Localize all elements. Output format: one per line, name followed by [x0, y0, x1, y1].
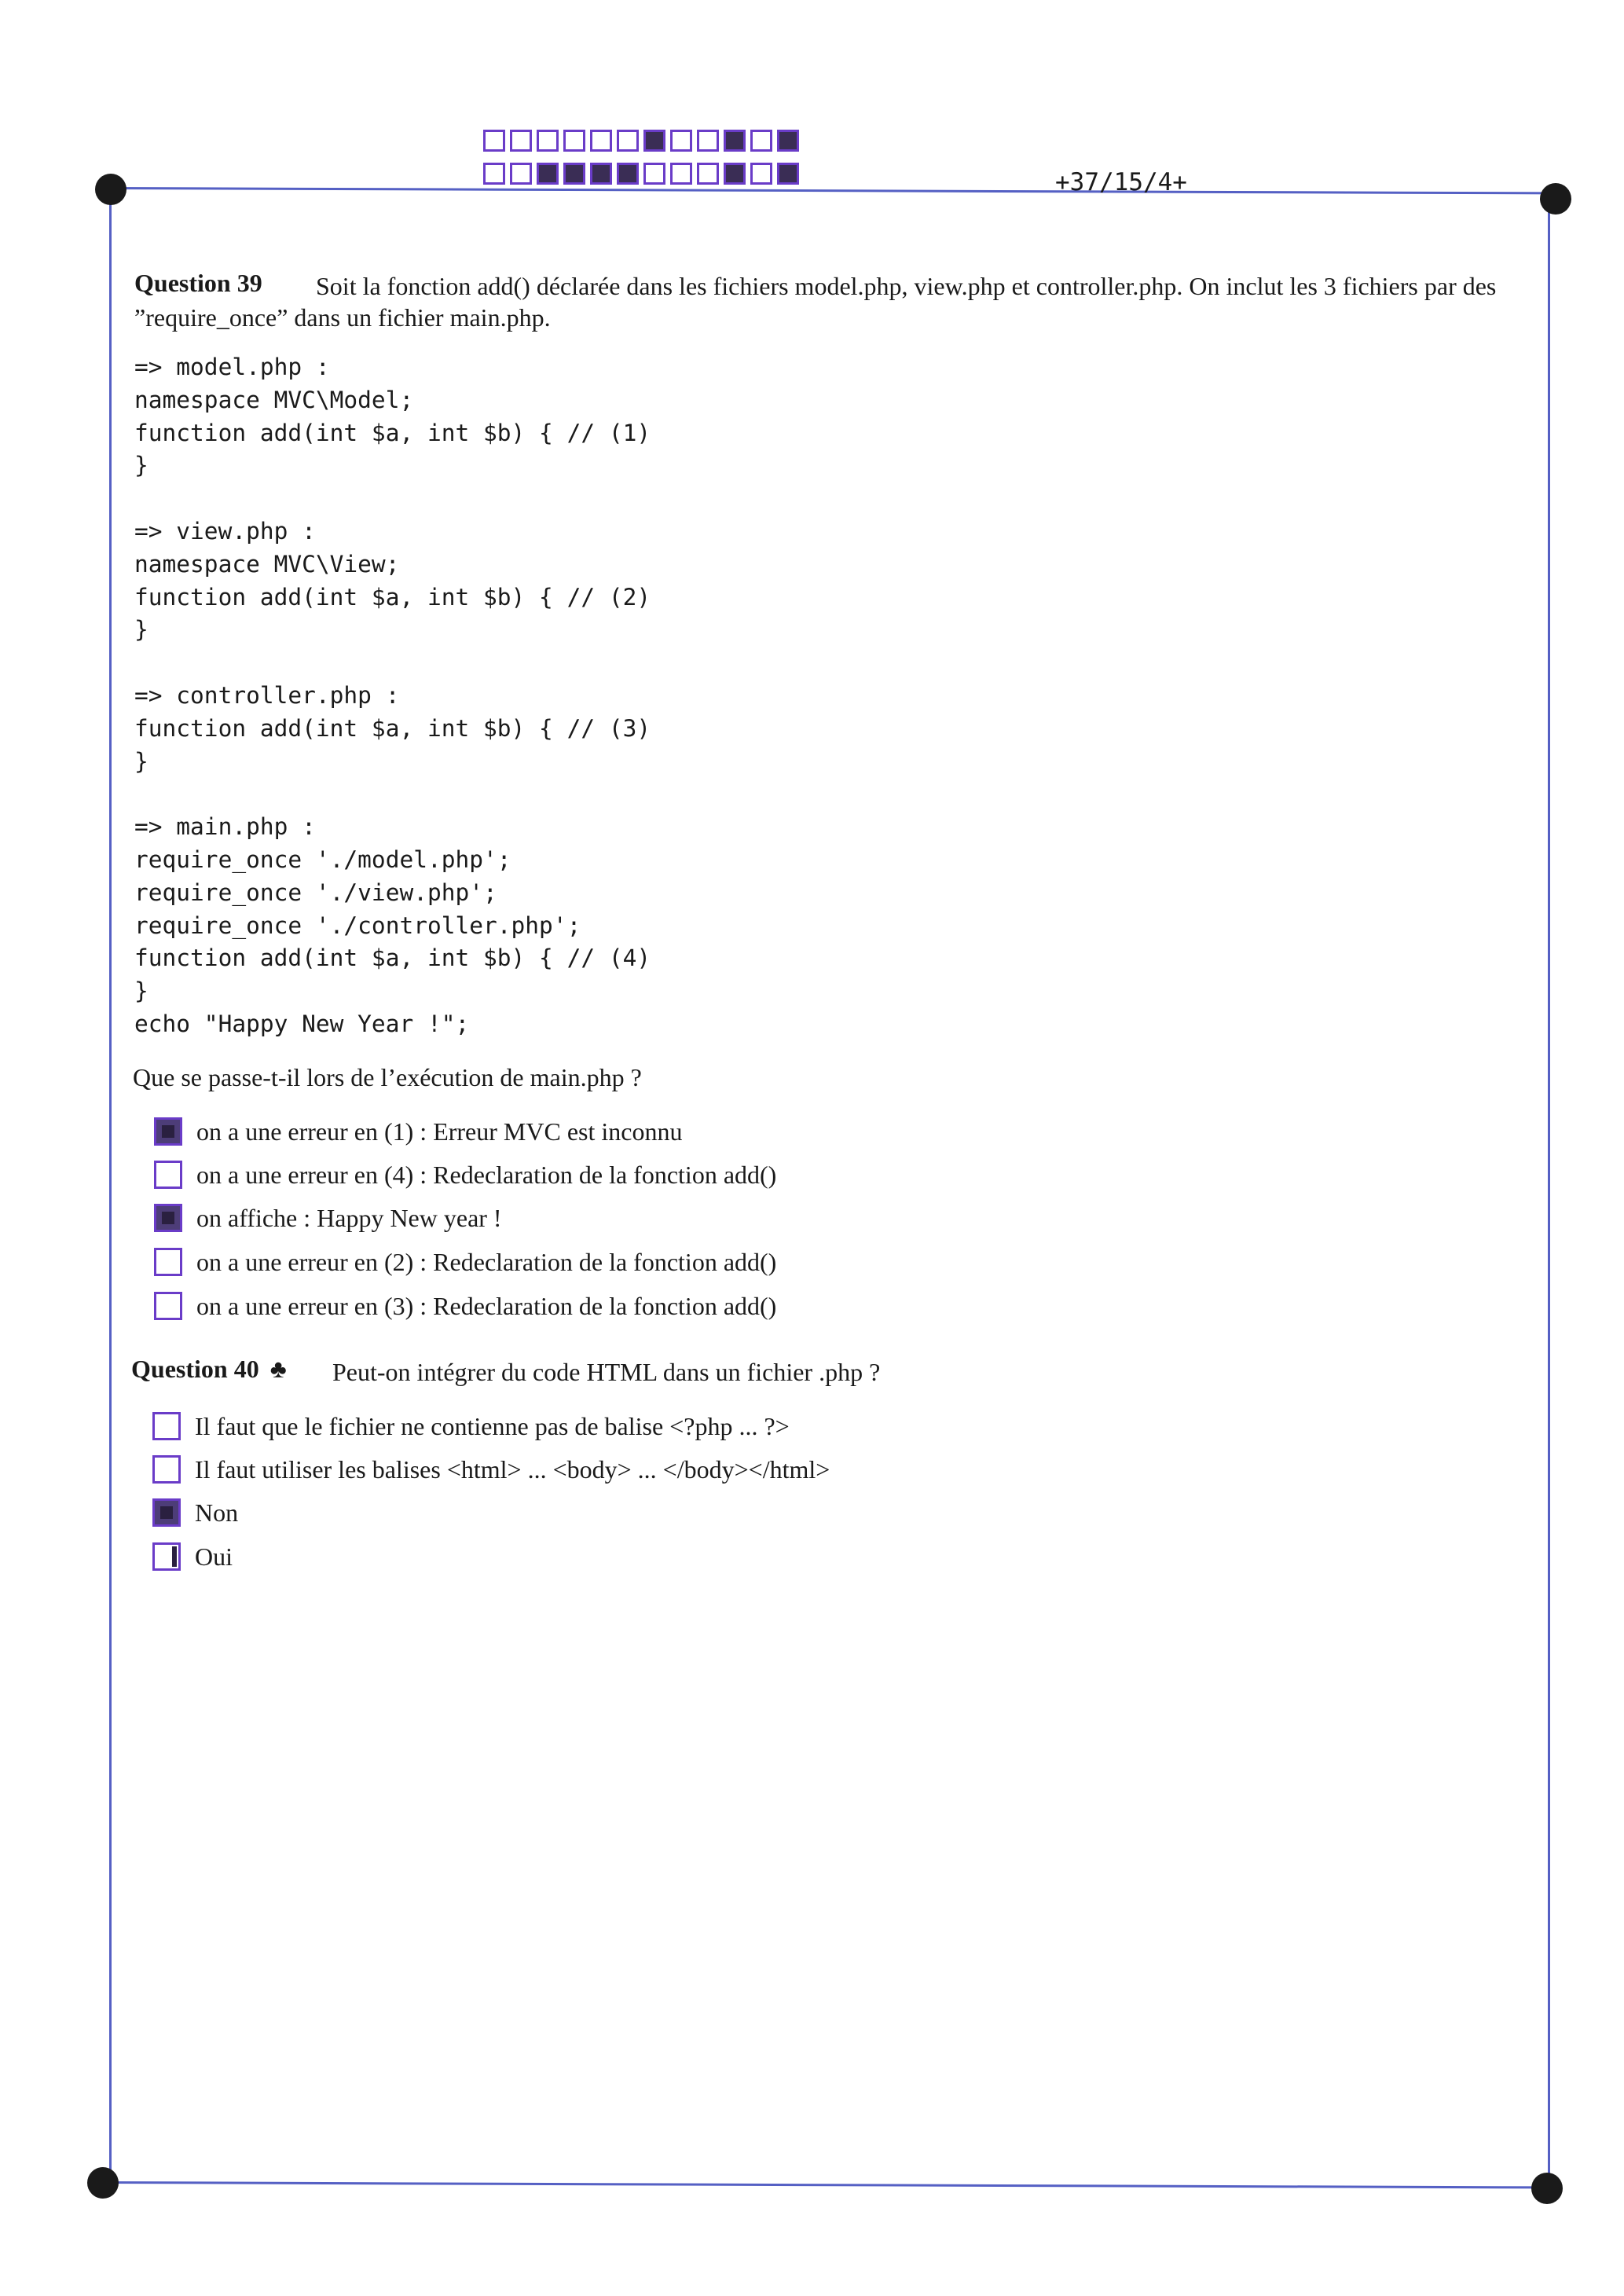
question-40-text: Peut-on intégrer du code HTML dans un fichier .php ?	[332, 1358, 881, 1386]
code-box	[750, 130, 772, 152]
frame-right-line	[1548, 196, 1550, 2184]
corner-dot-bottom-left	[87, 2167, 119, 2199]
question-39-label: Question 39	[134, 269, 262, 297]
checkbox[interactable]	[154, 1161, 182, 1189]
option-label: on a une erreur en (2) : Redeclaration de la fonction add()	[196, 1248, 777, 1276]
code-box	[563, 130, 585, 152]
question-39-option-1[interactable]	[154, 1116, 682, 1147]
code-box	[697, 163, 719, 185]
checkbox[interactable]	[152, 1542, 181, 1571]
question-40-option-2[interactable]	[152, 1454, 830, 1485]
option-label: on affiche : Happy New year !	[196, 1204, 502, 1232]
code-box	[563, 163, 585, 185]
code-box	[750, 163, 772, 185]
question-39-option-2[interactable]	[154, 1159, 776, 1190]
question-39-option-4[interactable]	[154, 1246, 776, 1278]
option-label: Il faut que le fichier ne contienne pas de balise <?php ... ?>	[195, 1412, 790, 1440]
code-box	[617, 130, 639, 152]
code-box	[777, 130, 799, 152]
question-40-label: Question 40	[131, 1355, 259, 1383]
code-box	[590, 163, 612, 185]
code-box	[777, 163, 799, 185]
page-code-row-2	[483, 163, 799, 185]
corner-dot-top-left	[95, 174, 126, 205]
question-39-prompt: Que se passe-t-il lors de l’exécution de main.php ?	[133, 1063, 642, 1091]
question-39-text: Soit la fonction add() déclarée dans les fichiers model.php, view.php et controller.php. On inclut les 3 fichiers par des ”require_once” dans un fichier main.php.	[134, 272, 1497, 332]
club-icon: ♣	[269, 1355, 287, 1383]
question-40-option-4[interactable]	[152, 1541, 233, 1572]
option-label: on a une erreur en (4) : Redeclaration de la fonction add()	[196, 1161, 777, 1189]
checkbox[interactable]	[152, 1498, 181, 1527]
code-box	[617, 163, 639, 185]
question-40-option-3[interactable]	[152, 1497, 238, 1528]
code-box	[483, 130, 505, 152]
code-box	[643, 130, 665, 152]
code-box	[670, 130, 692, 152]
question-40-option-1[interactable]	[152, 1410, 790, 1442]
code-box	[537, 130, 559, 152]
code-box	[724, 130, 746, 152]
question-39-option-5[interactable]	[154, 1290, 776, 1322]
code-box	[590, 130, 612, 152]
corner-dot-bottom-right	[1531, 2173, 1563, 2204]
question-39-option-3[interactable]	[154, 1202, 502, 1234]
checkbox[interactable]	[154, 1204, 182, 1232]
checkbox[interactable]	[154, 1248, 182, 1276]
option-label: Non	[195, 1498, 239, 1527]
code-box	[724, 163, 746, 185]
code-box	[643, 163, 665, 185]
checkbox[interactable]	[154, 1292, 182, 1320]
frame-left-line	[109, 189, 112, 2183]
code-box	[510, 130, 532, 152]
checkbox[interactable]	[152, 1412, 181, 1440]
page-code-row-1	[483, 130, 799, 152]
code-box	[697, 130, 719, 152]
code-box	[483, 163, 505, 185]
option-label: Il faut utiliser les balises <html> ... <body> ... </body></html>	[195, 1455, 830, 1484]
question-39-code: => model.php : namespace MVC\Model; function add(int $a, int $b) { // (1) } => view.php : namespace MVC\View; function add(int $a, int $b) { // (2) } => controller.php : function add(int $a, int $b) { // (3) } => main.php : require_once './model.php'; require_once './view.php'; require_once './controller.php'; function add(int $a, int $b) { // (4) } echo "Happy New Year !";	[134, 354, 651, 1037]
frame-top-line	[110, 187, 1554, 194]
option-label: on a une erreur en (3) : Redeclaration de la fonction add()	[196, 1292, 777, 1320]
checkbox[interactable]	[154, 1117, 182, 1146]
option-label: Oui	[195, 1542, 233, 1571]
code-box	[510, 163, 532, 185]
corner-dot-top-right	[1540, 183, 1571, 215]
code-box	[537, 163, 559, 185]
question-40-header	[131, 1353, 287, 1385]
code-box	[670, 163, 692, 185]
page-id: +37/15/4+	[1055, 168, 1187, 196]
option-label: on a une erreur en (1) : Erreur MVC est inconnu	[196, 1117, 683, 1146]
frame-bottom-line	[102, 2181, 1546, 2188]
checkbox[interactable]	[152, 1455, 181, 1484]
